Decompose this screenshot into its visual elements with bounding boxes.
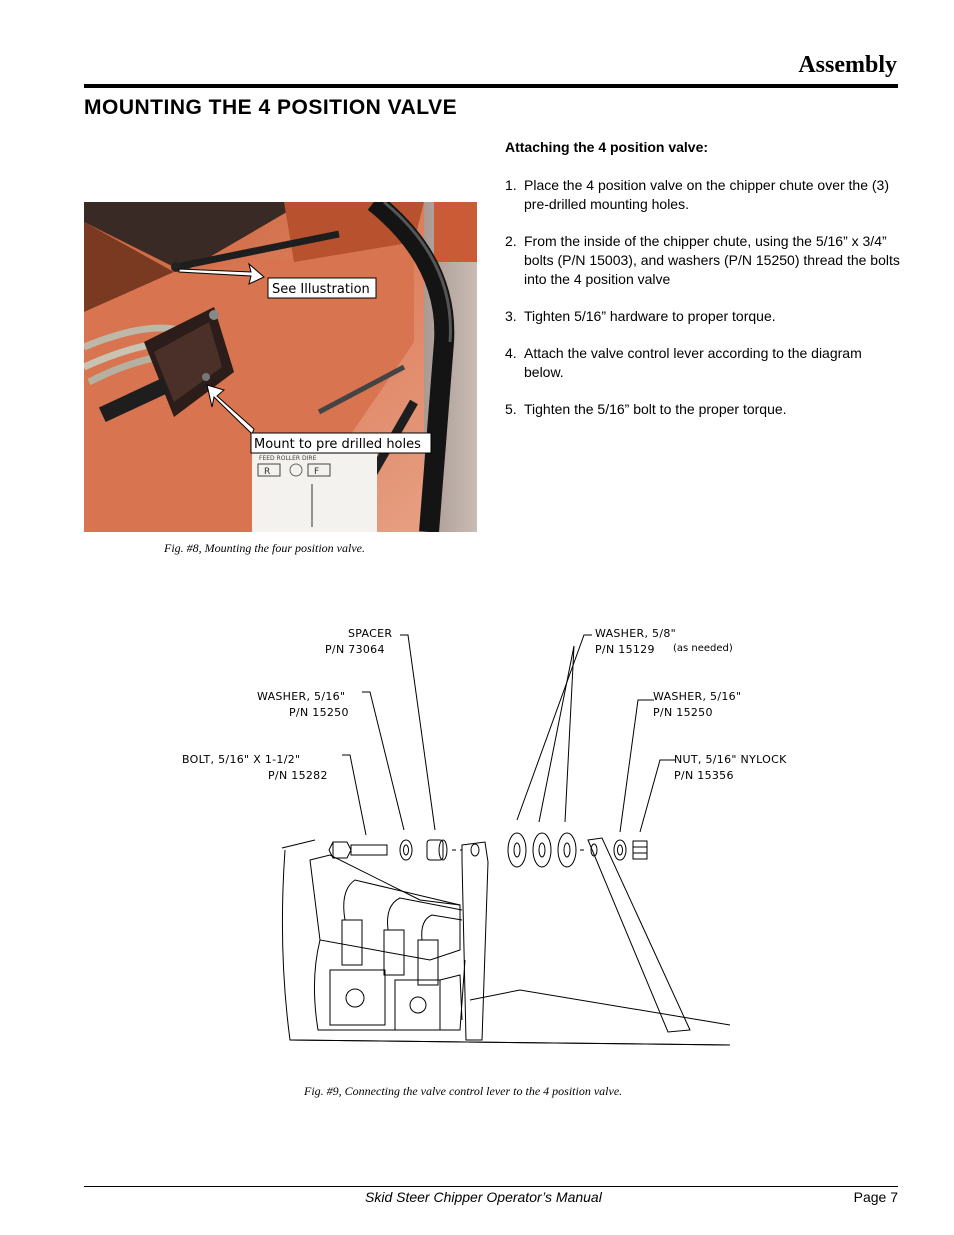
left-washer-name-label: WASHER, 5/16" [257, 690, 346, 703]
mount-holes-callout: Mount to pre drilled holes [254, 437, 421, 452]
see-illustration-callout: See Illustration [272, 282, 370, 297]
instruction-step [505, 232, 900, 289]
washer-58-part-number: P/N 15129 [595, 643, 655, 656]
spacer-name-label: SPACER [348, 627, 393, 640]
footer-page-number: Page 7 [853, 1189, 898, 1205]
instruction-step [505, 400, 900, 419]
footer-manual-title: Skid Steer Chipper Operator’s Manual [365, 1189, 602, 1205]
footer-rule [84, 1186, 898, 1187]
instruction-step [505, 176, 900, 214]
step-text: Tighten the 5/16” bolt to the proper torque. [524, 401, 787, 417]
step-number: 4. [505, 345, 517, 361]
instructions-heading: Attaching the 4 position valve: [505, 139, 709, 155]
step-number: 2. [505, 233, 517, 249]
left-washer-part-number: P/N 15250 [289, 706, 349, 719]
step-text: From the inside of the chipper chute, using the 5/16” x 3/4” bolts (P/N 15003), and washers (P/N 15250) thread the bolts into the 4 position valve [524, 233, 900, 287]
header-rule [84, 84, 898, 88]
bolt-part-number: P/N 15282 [268, 769, 328, 782]
sticker-text: FEED ROLLER DIRE [259, 455, 317, 462]
section-title: MOUNTING THE 4 POSITION VALVE [84, 96, 458, 119]
figure-8-caption: Fig. #8, Mounting the four position valve. [164, 541, 365, 555]
nut-part-number: P/N 15356 [674, 769, 734, 782]
sticker-r-label: R [264, 467, 271, 477]
valve-mounting-photo [84, 202, 477, 532]
spacer-part-number: P/N 73064 [325, 643, 385, 656]
instruction-step [505, 307, 900, 326]
valve-lever-exploded-diagram [170, 620, 830, 1060]
step-text: Place the 4 position valve on the chipper chute over the (3) pre-drilled mounting holes. [524, 177, 889, 212]
figure-9-caption: Fig. #9, Connecting the valve control lever to the 4 position valve. [304, 1084, 623, 1098]
right-washer-name-label: WASHER, 5/16" [653, 690, 742, 703]
page-header-title: Assembly [798, 52, 897, 78]
step-number: 3. [505, 308, 517, 324]
step-number: 5. [505, 401, 517, 417]
step-text: Attach the valve control lever according to the diagram below. [524, 345, 862, 380]
washer-58-name-label: WASHER, 5/8" [595, 627, 677, 640]
step-text: Tighten 5/16” hardware to proper torque. [524, 308, 776, 324]
right-washer-part-number: P/N 15250 [653, 706, 713, 719]
bolt-name-label: BOLT, 5/16" X 1-1/2" [182, 753, 301, 766]
step-number: 1. [505, 177, 517, 193]
nut-name-label: NUT, 5/16" NYLOCK [674, 753, 787, 766]
washer-58-note: (as needed) [673, 643, 733, 654]
sticker-f-label: F [314, 467, 320, 477]
instruction-step [505, 344, 900, 382]
